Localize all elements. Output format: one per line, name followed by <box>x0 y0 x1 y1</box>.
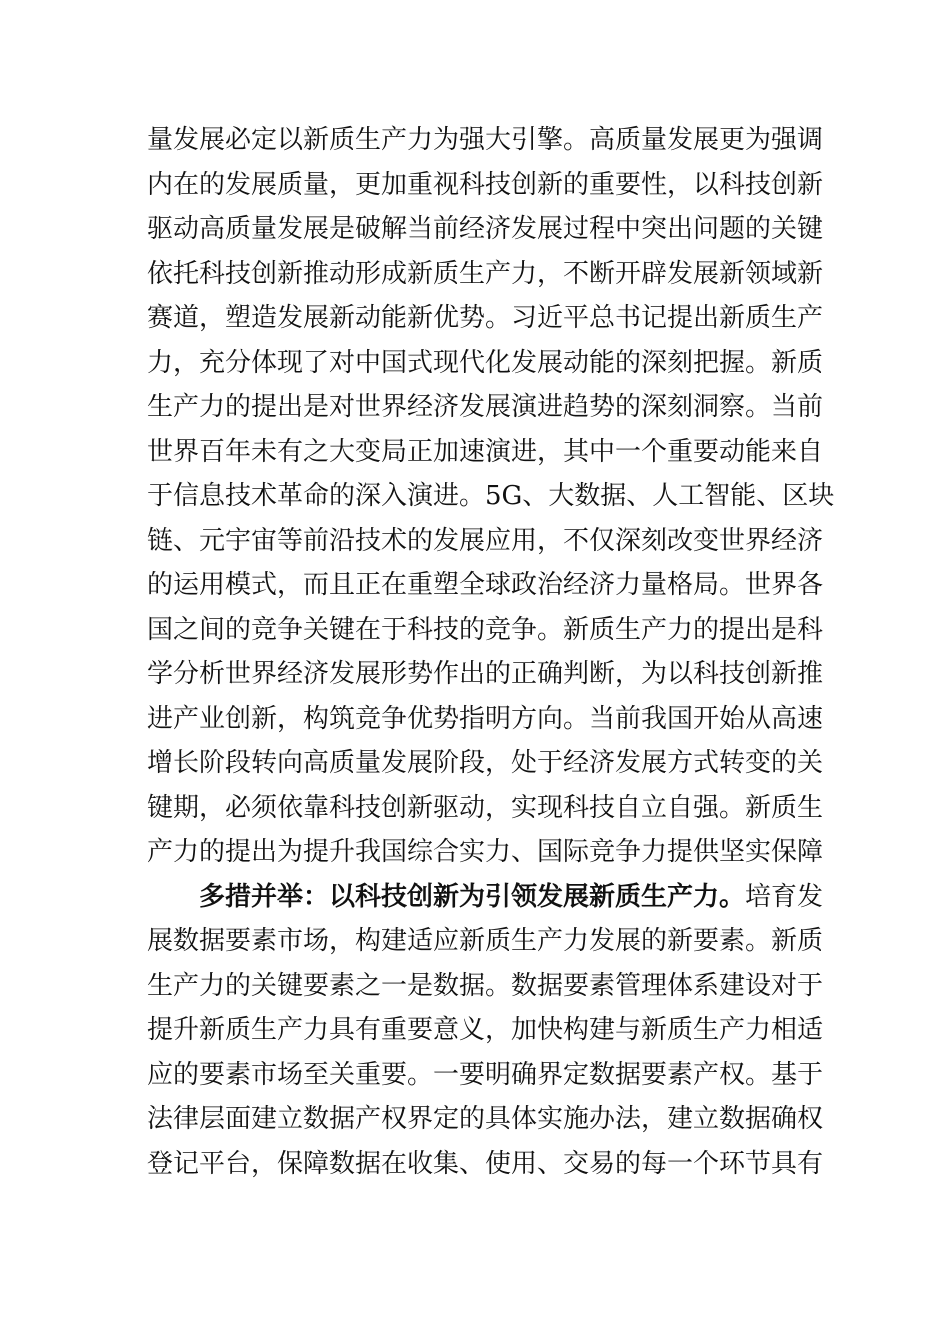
text-line: 法律层面建立数据产权界定的具体实施办法，建立数据确权 <box>147 1104 824 1134</box>
text-line: 链、元宇宙等前沿技术的发展应用，不仅深刻改变世界经济 <box>147 525 824 556</box>
text-line: 展数据要素市场，构建适应新质生产力发展的新要素。新质 <box>147 926 824 956</box>
text-line: 国之间的竞争关键在于科技的竞争。新质生产力的提出是科 <box>147 614 824 645</box>
text-line: 内在的发展质量，更加重视科技创新的重要性，以科技创新 <box>147 169 824 200</box>
text-line: 增长阶段转向高质量发展阶段，处于经济发展方式转变的关 <box>147 748 824 778</box>
text-line: 应的要素市场至关重要。一要明确界定数据要素产权。基于 <box>147 1059 824 1090</box>
text-line: 生产力的提出是对世界经济发展演进趋势的深刻洞察。当前 <box>147 392 824 422</box>
text-line: 驱动高质量发展是破解当前经济发展过程中突出问题的关键 <box>147 214 824 244</box>
text-line: 登记平台，保障数据在收集、使用、交易的每一个环节具有 <box>147 1148 824 1179</box>
text-line: 提升新质生产力具有重要意义，加快构建与新质生产力相适 <box>147 1015 824 1045</box>
text-line: 世界百年未有之大变局正加速演进，其中一个重要动能来自 <box>147 436 824 467</box>
text-line: 学分析世界经济发展形势作出的正确判断，为以科技创新推 <box>147 659 824 689</box>
text-line: 依托科技创新推动形成新质生产力，不断开辟发展新领域新 <box>147 258 824 289</box>
section-first-line-text: 培育发 <box>745 881 824 912</box>
text-line: 生产力的关键要素之一是数据。数据要素管理体系建设对于 <box>147 970 824 1001</box>
text-line: 的运用模式，而且正在重塑全球政治经济力量格局。世界各 <box>147 570 824 600</box>
section-heading-line <box>147 875 824 920</box>
text-line: 力，充分体现了对中国式现代化发展动能的深刻把握。新质 <box>147 347 824 378</box>
text-line: 于信息技术革命的深入演进。5G、大数据、人工智能、区块 <box>147 481 835 511</box>
text-line: 量发展必定以新质生产力为强大引擎。高质量发展更为强调 <box>147 125 824 155</box>
section-heading: 多措并举：以科技创新为引领发展新质生产力。 <box>199 881 746 912</box>
document-body <box>147 118 835 1186</box>
text-line: 进产业创新，构筑竞争优势指明方向。当前我国开始从高速 <box>147 703 824 734</box>
text-line: 产力的提出为提升我国综合实力、国际竞争力提供坚实保障 <box>147 837 824 867</box>
text-line: 键期，必须依靠科技创新驱动，实现科技自立自强。新质生 <box>147 792 824 823</box>
text-line: 赛道，塑造发展新动能新优势。习近平总书记提出新质生产 <box>147 303 824 333</box>
